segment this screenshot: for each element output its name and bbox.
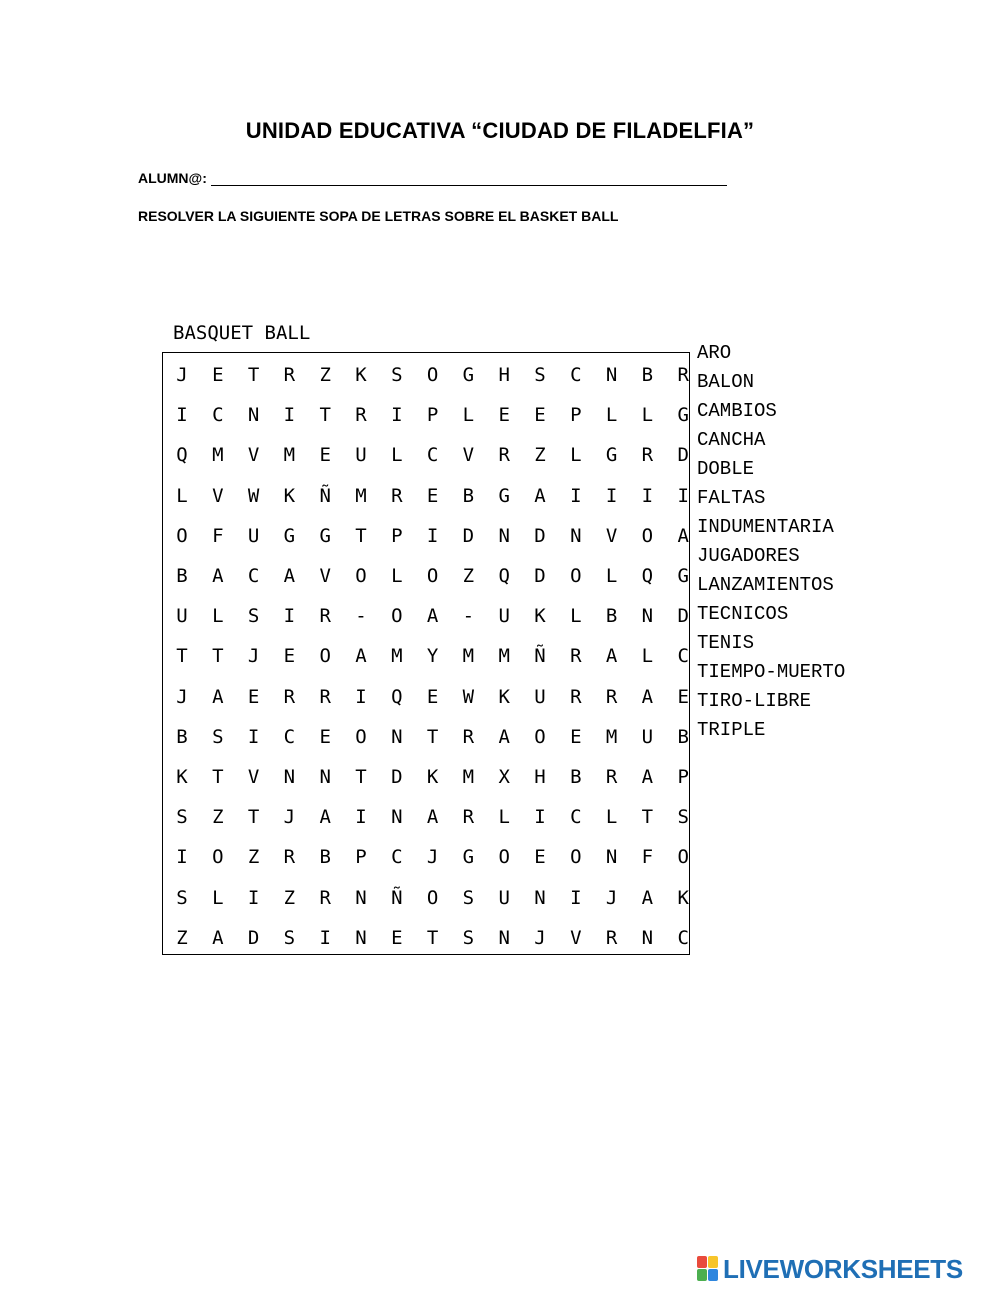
grid-cell[interactable]: I [176, 846, 188, 869]
grid-cell[interactable]: D [391, 766, 403, 788]
grid-cell[interactable]: O [534, 725, 546, 748]
grid-cell[interactable]: U [534, 685, 546, 708]
grid-cell[interactable]: V [462, 444, 475, 467]
grid-cell[interactable]: M [498, 645, 510, 668]
grid-cell[interactable]: K [355, 364, 367, 386]
grid-cell[interactable]: R [319, 605, 331, 628]
grid-cell[interactable]: C [426, 444, 439, 467]
grid-cell[interactable]: G [319, 524, 331, 547]
grid-cell[interactable]: Z [319, 364, 331, 386]
grid-cell[interactable]: I [247, 725, 260, 748]
grid-cell[interactable]: I [570, 886, 582, 909]
grid-cell[interactable]: I [570, 484, 582, 507]
grid-cell[interactable]: Z [534, 444, 546, 467]
grid-cell[interactable]: A [426, 806, 439, 829]
grid-cell[interactable]: T [176, 645, 188, 668]
grid-cell[interactable]: S [283, 926, 296, 949]
page-title: UNIDAD EDUCATIVA “CIUDAD DE FILADELFIA” [245, 118, 755, 143]
grid-cell[interactable]: I [247, 886, 260, 909]
grid-cell[interactable]: M [462, 766, 475, 788]
grid-cell[interactable]: B [570, 766, 582, 788]
grid-cell[interactable]: I [391, 404, 403, 427]
grid-cell[interactable]: H [534, 766, 546, 788]
grid-cell[interactable]: S [176, 806, 188, 829]
grid-cell[interactable]: C [247, 565, 260, 587]
grid-cell[interactable]: Z [247, 846, 260, 869]
grid-cell[interactable]: A [641, 766, 654, 788]
grid-cell[interactable]: L [605, 806, 618, 829]
grid-cell[interactable]: I [426, 524, 439, 547]
grid-cell[interactable]: R [605, 685, 618, 708]
grid-cell[interactable]: C [391, 846, 403, 869]
grid-cell[interactable]: D [677, 444, 689, 467]
grid-cell[interactable]: R [677, 364, 689, 386]
grid-cell[interactable]: S [176, 886, 188, 909]
grid-cell[interactable]: E [426, 685, 439, 708]
grid-cell[interactable]: M [283, 444, 296, 467]
grid-cell[interactable]: J [534, 926, 546, 949]
grid-cell[interactable]: A [605, 645, 618, 668]
grid-cell[interactable]: V [605, 524, 618, 547]
grid-cell[interactable]: W [247, 484, 260, 507]
grid-cell[interactable]: C [677, 926, 689, 949]
grid-cell[interactable]: Q [391, 685, 403, 708]
word-list [697, 339, 845, 745]
grid-cell[interactable]: Z [462, 565, 475, 587]
grid-cell[interactable]: U [641, 725, 654, 748]
grid-cell[interactable]: Z [283, 886, 296, 909]
grid-cell[interactable]: A [641, 886, 654, 909]
grid-cell[interactable]: A [212, 926, 224, 949]
grid-cell[interactable]: L [176, 484, 188, 507]
grid-cell[interactable]: T [355, 766, 367, 788]
grid-cell[interactable]: I [677, 484, 689, 507]
grid-cell[interactable]: E [319, 444, 331, 467]
student-label: ALUMN@: [138, 170, 207, 186]
grid-cell[interactable]: T [212, 645, 224, 668]
grid-cell[interactable]: S [534, 364, 546, 386]
grid-cell[interactable]: O [355, 565, 367, 587]
word-list-item: BALON [697, 371, 755, 393]
word-list-item: DOBLE [697, 458, 755, 480]
grid-cell[interactable]: N [570, 524, 582, 547]
grid-cell[interactable]: T [319, 404, 331, 427]
grid-cell[interactable]: E [247, 685, 260, 708]
grid-cell[interactable]: M [605, 725, 618, 748]
grid-cell[interactable]: G [462, 846, 475, 869]
grid-cell[interactable]: E [677, 685, 689, 708]
grid-cell[interactable]: P [570, 404, 582, 427]
grid-cell[interactable]: F [212, 524, 224, 547]
grid-cell[interactable]: - [355, 605, 367, 628]
grid-cell[interactable]: K [426, 766, 439, 788]
grid-cell[interactable]: A [534, 484, 546, 507]
grid-cell[interactable]: V [319, 565, 331, 587]
grid-cell[interactable]: L [570, 605, 582, 628]
grid-cell[interactable]: S [462, 926, 475, 949]
grid-cell[interactable]: J [605, 886, 618, 909]
grid-cell[interactable]: L [391, 565, 403, 587]
student-name-line [138, 170, 727, 186]
grid-cell[interactable]: O [426, 886, 439, 909]
grid-cell[interactable]: D [247, 926, 260, 949]
grid-cell[interactable]: I [319, 926, 331, 949]
grid-cell[interactable]: T [355, 524, 367, 547]
grid-cell[interactable]: L [498, 806, 510, 829]
word-list-item: CANCHA [697, 429, 766, 451]
grid-cell[interactable]: L [605, 404, 618, 427]
grid-cell[interactable]: E [498, 404, 510, 427]
grid-cell[interactable]: G [677, 404, 689, 427]
grid-cell[interactable]: R [570, 685, 582, 708]
grid-cell[interactable]: O [212, 846, 224, 869]
word-list-item: TIRO-LIBRE [697, 690, 812, 712]
brand-name: LIVEWORKSHEETS [723, 1253, 963, 1284]
grid-cell[interactable]: B [176, 725, 188, 748]
grid-cell[interactable]: R [319, 886, 331, 909]
grid-cell[interactable]: J [176, 685, 188, 708]
grid-cell[interactable]: O [319, 645, 331, 668]
grid-cell[interactable]: N [641, 926, 654, 949]
word-list-item: FALTAS [697, 487, 766, 509]
grid-cell[interactable]: N [283, 766, 296, 788]
grid-cell[interactable]: Ñ [319, 484, 331, 507]
grid-cell[interactable]: T [247, 806, 260, 829]
grid-cell[interactable]: P [355, 846, 367, 869]
grid-cell[interactable]: R [462, 806, 475, 829]
grid-cell[interactable]: D [534, 524, 546, 547]
word-list-item: CAMBIOS [697, 400, 777, 422]
grid-cell[interactable]: S [391, 364, 403, 386]
grid-cell[interactable]: L [391, 444, 403, 467]
grid-cell[interactable]: I [355, 685, 367, 708]
logo-block [708, 1269, 718, 1281]
grid-cell[interactable]: C [677, 645, 689, 668]
grid-cell[interactable]: E [391, 926, 403, 949]
grid-cell[interactable]: R [570, 645, 582, 668]
grid-cell[interactable]: A [641, 685, 654, 708]
grid-cell[interactable]: K [283, 484, 296, 507]
grid-cell[interactable]: M [355, 484, 367, 507]
student-name-blank[interactable] [211, 171, 727, 186]
grid-cell[interactable]: B [462, 484, 475, 507]
grid-cell[interactable]: U [498, 886, 510, 909]
grid-cell[interactable]: U [247, 524, 260, 547]
grid-cell[interactable]: Z [176, 926, 188, 949]
grid-cell[interactable]: L [570, 444, 582, 467]
grid-cell[interactable]: F [641, 846, 654, 869]
grid-cell[interactable]: M [462, 645, 475, 668]
grid-cell[interactable]: P [677, 766, 689, 788]
grid-cell[interactable]: T [426, 926, 439, 949]
grid-cell[interactable]: S [247, 605, 260, 628]
grid-cell[interactable]: U [176, 605, 188, 628]
grid-cell[interactable]: E [426, 484, 439, 507]
grid-cell[interactable]: W [462, 685, 475, 708]
grid-cell[interactable]: R [641, 444, 654, 467]
grid-cell[interactable]: N [605, 846, 618, 869]
grid-cell[interactable]: E [283, 645, 296, 668]
word-list-item: TRIPLE [697, 719, 766, 741]
grid-cell[interactable]: A [355, 645, 367, 668]
grid-cell[interactable]: O [426, 364, 439, 386]
word-list-item: TIEMPO-MUERTO [697, 661, 846, 683]
grid-cell[interactable]: Q [641, 565, 654, 587]
grid-cell[interactable]: N [319, 766, 331, 788]
grid-cell[interactable]: B [641, 364, 654, 386]
grid-cell[interactable]: B [319, 846, 331, 869]
grid-cell[interactable]: G [677, 565, 689, 587]
grid-cell[interactable]: I [283, 404, 296, 427]
grid-cell[interactable]: K [534, 605, 546, 628]
grid-cell[interactable]: Ñ [391, 886, 403, 909]
grid-cell[interactable]: R [283, 364, 296, 386]
grid-cell[interactable]: R [355, 404, 367, 427]
grid-cell[interactable]: A [319, 806, 331, 829]
grid-cell[interactable]: - [462, 605, 475, 628]
grid-cell[interactable]: L [212, 605, 224, 628]
grid-cell[interactable]: V [247, 444, 260, 467]
word-list-item: ARO [697, 342, 732, 364]
grid-cell[interactable]: A [212, 685, 224, 708]
grid-cell[interactable]: D [534, 565, 546, 587]
grid-cell[interactable]: C [570, 806, 582, 829]
grid-cell[interactable]: N [498, 524, 510, 547]
grid-cell[interactable]: R [283, 685, 296, 708]
grid-cell[interactable]: N [355, 886, 367, 909]
grid-cell[interactable]: C [283, 725, 296, 748]
grid-cell[interactable]: D [677, 605, 689, 628]
grid-cell[interactable]: N [641, 605, 654, 628]
grid-cell[interactable]: L [212, 886, 224, 909]
grid-cell[interactable]: U [498, 605, 510, 628]
grid-cell[interactable]: I [534, 806, 546, 829]
grid-cell[interactable]: K [677, 886, 689, 909]
grid-cell[interactable]: B [677, 725, 689, 748]
grid-cell[interactable]: H [498, 364, 510, 386]
grid-cell[interactable]: I [283, 605, 296, 628]
grid-cell[interactable]: N [498, 926, 510, 949]
word-list-item: TENIS [697, 632, 755, 654]
grid-cell[interactable]: O [355, 725, 367, 748]
grid-cell[interactable]: L [462, 404, 475, 427]
grid-cell[interactable]: E [534, 404, 546, 427]
grid-cell[interactable]: S [677, 806, 689, 829]
word-list-item: TECNICOS [697, 603, 789, 625]
grid-cell[interactable]: N [247, 404, 260, 427]
grid-cell[interactable]: M [212, 444, 224, 467]
grid-cell[interactable]: R [283, 846, 296, 869]
grid-cell[interactable]: O [498, 846, 510, 869]
grid-cell[interactable]: M [391, 645, 403, 668]
grid-cell[interactable]: B [605, 605, 618, 628]
grid-cell[interactable]: O [677, 846, 689, 869]
grid-cell[interactable]: T [426, 725, 439, 748]
grid-cell[interactable]: Y [426, 645, 439, 668]
grid-cell[interactable]: R [462, 725, 475, 748]
word-list-item: JUGADORES [697, 545, 800, 567]
grid-cell[interactable]: O [570, 846, 582, 869]
grid-cell[interactable]: O [176, 524, 188, 547]
grid-cell[interactable]: V [212, 484, 224, 507]
grid-cell[interactable]: G [498, 484, 510, 507]
liveworksheets-logo-icon [697, 1256, 719, 1282]
logo-block [697, 1269, 707, 1281]
word-list-item: INDUMENTARIA [697, 516, 834, 538]
grid-cell[interactable]: T [641, 806, 654, 829]
puzzle-title: BASQUET BALL [173, 322, 311, 344]
grid-cell[interactable]: E [534, 846, 546, 869]
grid-cell[interactable]: A [426, 605, 439, 628]
grid-cell[interactable]: V [570, 926, 582, 949]
grid-cell[interactable]: R [605, 766, 618, 788]
grid-cell[interactable]: N [605, 364, 618, 386]
grid-cell[interactable]: Ñ [534, 645, 546, 668]
grid-cell[interactable]: G [283, 524, 296, 547]
grid-cell[interactable]: I [605, 484, 618, 507]
grid-cell[interactable]: G [605, 444, 618, 467]
word-search-grid [162, 352, 690, 955]
grid-cell[interactable]: N [534, 886, 546, 909]
grid-cell[interactable]: A [283, 565, 296, 587]
grid-cell[interactable]: Q [498, 565, 510, 587]
grid-cell[interactable]: B [176, 565, 188, 587]
grid-cell[interactable]: I [641, 484, 654, 507]
grid-cell[interactable]: S [212, 725, 224, 748]
grid-cell[interactable]: G [462, 364, 475, 386]
grid-cell[interactable]: A [498, 725, 510, 748]
grid-cell[interactable]: X [498, 766, 510, 788]
grid-cell[interactable]: V [247, 766, 260, 788]
grid-cell[interactable]: N [391, 725, 403, 748]
logo-block [697, 1256, 707, 1268]
grid-cell[interactable]: T [212, 766, 224, 788]
grid-cell[interactable]: J [426, 846, 439, 869]
grid-cell[interactable]: L [641, 404, 654, 427]
grid-cell[interactable]: C [212, 404, 224, 427]
grid-cell[interactable]: A [212, 565, 224, 587]
grid-cell[interactable]: Q [176, 444, 188, 467]
grid-cell[interactable]: E [319, 725, 331, 748]
grid-cell[interactable]: S [462, 886, 475, 909]
grid-cell[interactable]: R [498, 444, 510, 467]
grid-cell[interactable]: Z [212, 806, 224, 829]
logo-block [708, 1256, 718, 1268]
word-list-item: LANZAMIENTOS [697, 574, 834, 596]
grid-cell[interactable]: U [355, 444, 367, 467]
grid-cell[interactable]: E [570, 725, 582, 748]
grid-cell[interactable]: C [570, 364, 582, 386]
grid-cell[interactable]: L [641, 645, 654, 668]
grid-cell[interactable]: J [176, 364, 188, 386]
grid-cell[interactable]: K [176, 766, 188, 788]
grid-cell[interactable]: E [212, 364, 224, 386]
grid-cell[interactable]: A [677, 524, 689, 547]
instructions: RESOLVER LA SIGUIENTE SOPA DE LETRAS SOBRE EL BASKET BALL [138, 208, 619, 224]
brand-footer [697, 1253, 963, 1285]
grid-cell[interactable]: N [391, 806, 403, 829]
grid-cell[interactable]: D [462, 524, 475, 547]
grid-cell[interactable]: R [391, 484, 403, 507]
grid-cell[interactable]: N [355, 926, 367, 949]
grid-cell[interactable]: O [641, 524, 654, 547]
grid-cell[interactable]: P [426, 404, 439, 427]
grid-cell[interactable]: T [247, 364, 260, 386]
grid-cell[interactable]: R [319, 685, 331, 708]
grid-cell[interactable]: I [355, 806, 367, 829]
grid-cell[interactable]: O [391, 605, 403, 628]
grid-cell[interactable]: O [426, 565, 439, 587]
grid-cell[interactable]: O [570, 565, 582, 587]
grid-cell[interactable]: R [605, 926, 618, 949]
grid-cell[interactable]: L [605, 565, 618, 587]
grid-cell[interactable]: I [176, 404, 188, 427]
grid-cell[interactable]: J [247, 645, 260, 668]
grid-cell[interactable]: P [391, 524, 403, 547]
grid-cell[interactable]: K [498, 685, 510, 708]
grid-cell[interactable]: J [283, 806, 296, 829]
